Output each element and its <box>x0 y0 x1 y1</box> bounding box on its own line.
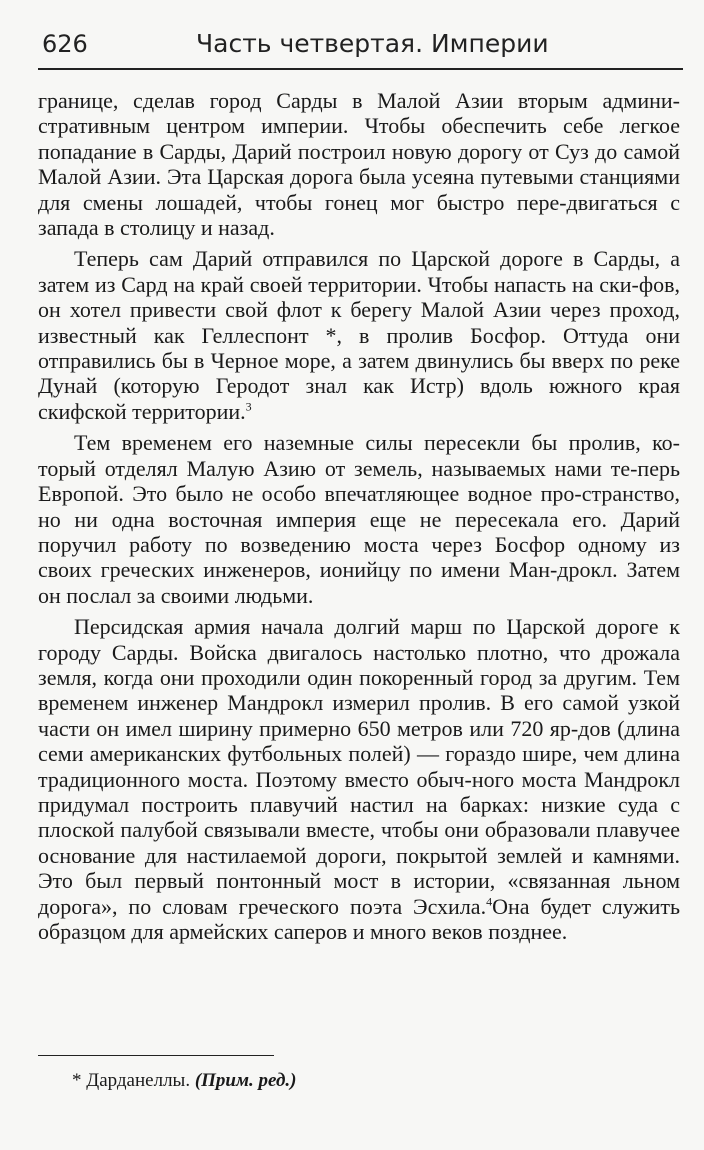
page-header <box>38 22 683 68</box>
footnote-text: * Дарданеллы. <box>72 1070 195 1091</box>
footnote-marker: 4 <box>486 894 493 909</box>
paragraph-4: Персидская армия начала долгий марш по Царской дороге к городу Сарды. Войска двигалось настолько плотно, что дрожала земля, когда они проходили один покоренный город за другим. Тем временем инженер Мандрокл измерил пролив. В его самой узкой части он имел ширину примерно 650 метров или 720 яр-дов (длина семи американских футбольных полей) — гораздо шире, чем длина традиционного моста. Поэтому вместо обыч-ного моста Мандрокл придумал построить плавучий настил на барках: низкие суда с плоской палубой связывали вместе, чтобы они образовали плавучее основание для настилаемой дороги, покрытой землей и камнями. Это был первый понтонный мост в истории, «связанная льном дорога», по словам греческого поэта Эсхила.$^4$Она будет служить образцом для армейских саперов и много веков позднее. <box>38 614 681 944</box>
paragraph-3: Тем временем его наземные силы пересекли бы пролив, ко-торый отделял Малую Азию от земель, называемых нами те-перь Европой. Это было не особо впечатляющее водное про-странство, но ни одна восточная империя еще не пересекала его. Дарий поручил работу по возведению моста через Босфор одному из своих греческих инженеров, ионийцу по имени Ман-дрокл. Затем он послал за своими людьми. <box>38 430 680 608</box>
body-text <box>38 88 680 944</box>
footnote <box>72 1070 296 1092</box>
paragraph-2: Теперь сам Дарий отправился по Царской дороге в Сарды, а затем из Сард на край своей территории. Чтобы напасть на ски-фов, он хотел привести свой флот к берегу Малой Азии через проход, известный как Геллеспонт *, в пролив Босфор. Оттуда они отправились бы в Черное море, а затем двинулись бы вверх по реке Дунай (которую Геродот знал как Истр) вдоль южного края скифской территории.$^3$ <box>38 246 680 424</box>
page-number: 626 <box>42 30 88 58</box>
footnote-marker: 3 <box>245 399 252 414</box>
paragraph-1: границе, сделав город Сарды в Малой Азии вторым админи-стративным центром империи. Чтобы обеспечить себе легкое попадание в Сарды, Дарий построил новую дорогу от Суз до самой Малой Азии. Эта Царская дорога была усеяна путевыми станциями для смены лошадей, чтобы гонец мог быстро пере-двигаться с запада в столицу и назад. <box>38 88 680 241</box>
footnote-rule <box>38 1055 274 1056</box>
footnote-editor-note: (Прим. ред.) <box>194 1070 297 1091</box>
running-title: Часть четвертая. Империи <box>196 29 549 58</box>
header-rule <box>38 68 683 70</box>
